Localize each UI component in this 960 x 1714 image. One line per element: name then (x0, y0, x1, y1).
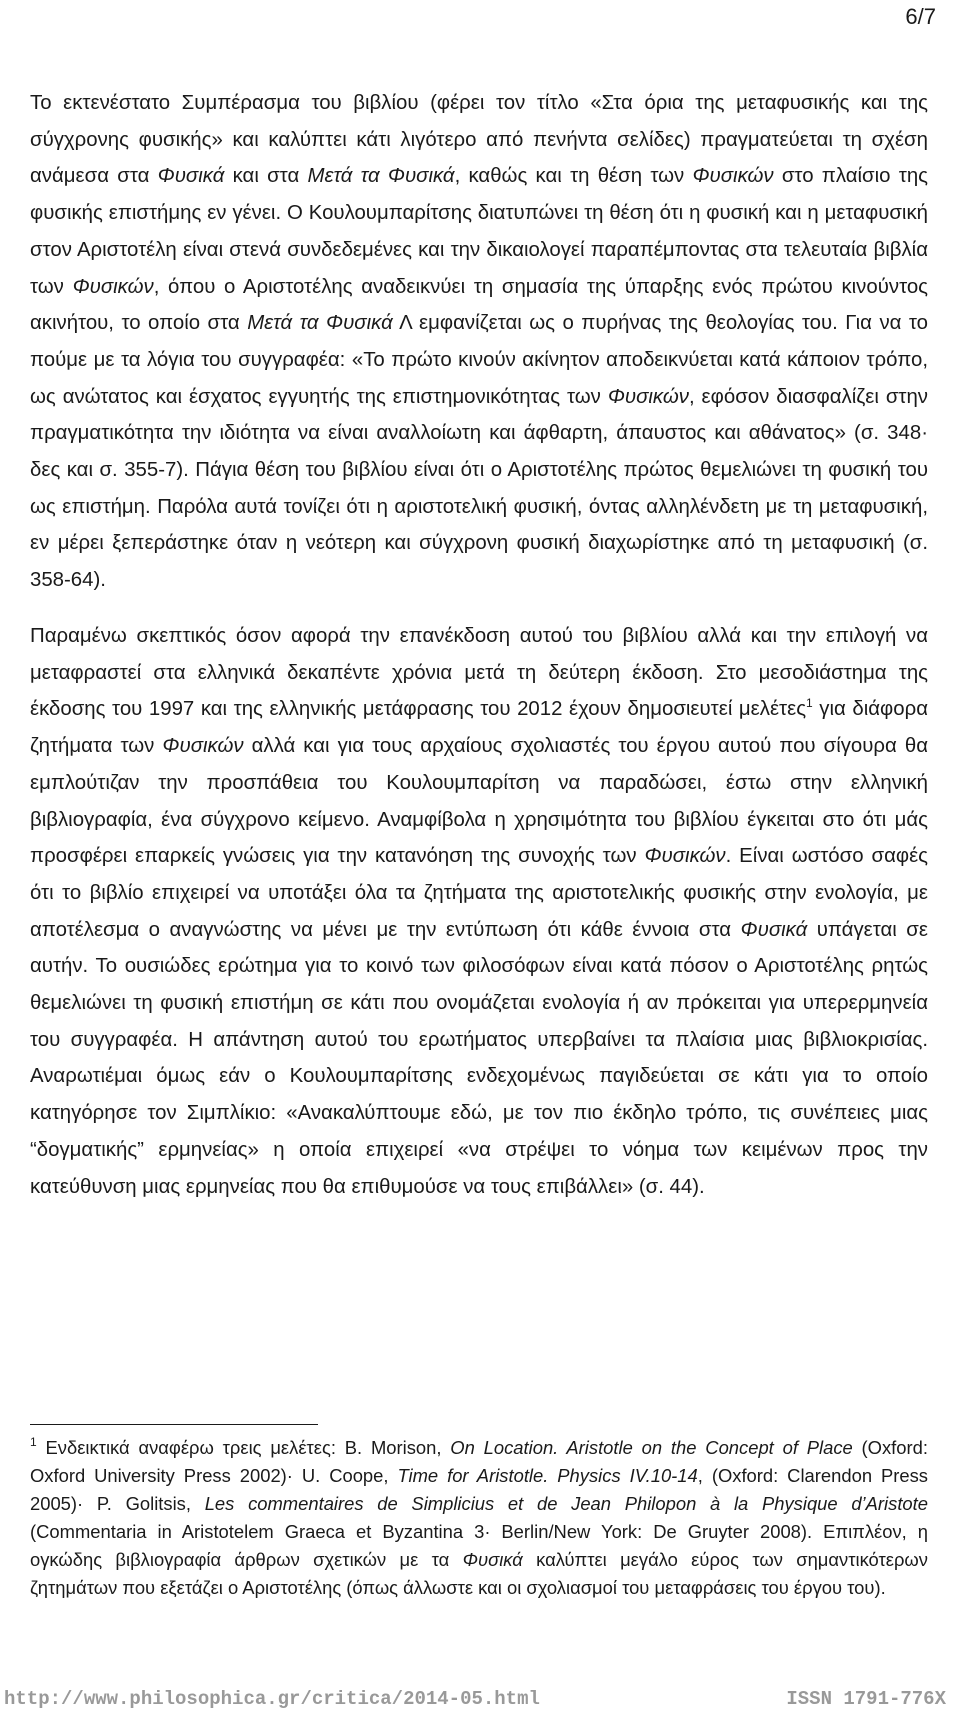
text-run: Ενδεικτικά αναφέρω τρεις μελέτες: B. Morison, (36, 1437, 451, 1458)
italic-title: Μετά τα Φυσικά (247, 312, 393, 335)
footer-url-link[interactable]: http://www.philosophica.gr/critica/2014-05.html (4, 1688, 540, 1710)
text-run: Το εκτενέστατο Συμπέρασμα του βιβλίου (φέρει τον τίτλο «Στα όρια της μεταφυσικής και της σύγχρονης φυσικής» και καλύπτει κάτι λιγότερο από πενήντα σελίδες) πραγματεύεται τη σχέση ανάμεσα στα (30, 92, 928, 188)
paragraph-critique (30, 618, 928, 1205)
text-run: Παραμένω σκεπτικός όσον αφορά την επανέκδοση αυτού του βιβλίου αλλά και την επιλογή να μεταφραστεί στα ελληνικά δεκαπέντε χρόνια μετά τη δεύτερη έκδοση. Στο μεσοδιάστημα της έκδοσης του 1997 και της ελληνικής μετάφρασης του 2012 έχουν δημοσιευτεί μελέτες (30, 625, 928, 721)
italic-title: Φυσικά (740, 918, 808, 941)
italic-title: Φυσικών (692, 165, 774, 188)
text-run: για διάφορα ζητήματα των (30, 698, 928, 758)
page-number: 6/7 (905, 4, 936, 29)
italic-title: Φυσικών (162, 735, 244, 758)
text-run: καλύπτει μεγάλο εύρος των σημαντικότερων ζητημάτων που εξετάζει ο Αριστοτέλης (όπως άλλωστε και οι σχολιασμοί του μεταφράσεις του έργου του). (30, 1549, 928, 1598)
italic-title: Φυσικά (157, 165, 225, 188)
text-run: Λ εμφανίζεται ως ο πυρήνας της θεολογίας του. Για να το πούμε με τα λόγια του συγγραφέα: «Το πρώτο κινούν ακίνητον αποδεικνύεται κατά κάποιον τρόπο, ως ανώτατος και έσχατος εγγυητής της επιστημονικότητας των (30, 312, 929, 408)
text-run: και στα (224, 165, 308, 188)
text-run: υπάγεται σε αυτήν. Το ουσιώδες ερώτημα για το κοινό των φιλοσόφων είναι κατά πόσον ο Αριστοτέλης ρητώς θεμελιώνει τη φυσική επιστήμη σε κάτι που ονομάζεται ενολογία ή αν πρόκειται για υπερερμηνεία του συγγραφέα. Η απάντηση αυτού του ερωτήματος υπερβαίνει τα πλαίσια μιας βιβλιοκρισίας. Αναρωτιέμαι όμως εάν ο Κουλουμπαρίτσης ενδεχομένως παγιδεύεται σε κάτι για το οποίο κατηγόρησε τον Σιμπλίκιο: «Ανακαλύπτουμε εδώ, με τον πιο έκδηλο τρόπο, τις συνέπειες μιας “δογματικής” ερμηνείας» η οποία επιχειρεί «να στρέψει το νόημα των κειμένων προς την κατεύθυνση μιας ερμηνείας που θα επιθυμούσε να τους επιβάλλει» (σ. 44). (30, 918, 928, 1198)
footer-issn: ISSN 1791-776X (786, 1688, 946, 1710)
italic-title: Μετά τα Φυσικά (307, 165, 455, 188)
italic-title: Φυσικών (607, 385, 689, 408)
text-run: (Commentaria in Aristotelem Graeca et Byzantina 3· Berlin/New York: De Gruyter 2008). Επιπλέον, η ογκώδης βιβλιογραφία άρθρων σχετικών με τα (30, 1521, 928, 1570)
footnote-number: 1 (30, 1435, 37, 1449)
text-run: αλλά και για τους αρχαίους σχολιαστές του έργου αυτού που σίγουρα θα εμπλούτιζαν την προσπάθεια του Κουλουμπαρίτση να παραδώσει, έστω στην ελληνική βιβλιογραφία, ένα σύγχρονο κείμενο. Αναμφίβολα η χρησιμότητα του βιβλίου έγκειται στο ότι μάς προσφέρει επαρκείς γνώσεις για την κατανόηση της συνοχής των (30, 735, 928, 868)
text-run: . Είναι ωστόσο σαφές ότι το βιβλίο επιχειρεί να υποτάξει όλα τα ζητήματα της αριστοτελικής φυσικής στην ενολογία, με αποτέλεσμα ο αναγνώστης να μένει με την εντύπωση ότι κάθε έννοια στα (30, 845, 928, 941)
paragraph-summary (30, 85, 928, 599)
italic-title: Φυσικών (644, 845, 726, 868)
footnote-ref[interactable]: 1 (806, 696, 813, 711)
footnote-divider (30, 1424, 318, 1425)
text-run: , καθώς και τη θέση των (454, 165, 693, 188)
text-run: , εφόσον διασφαλίζει στην πραγματικότητα την ιδιότητα να είναι αναλλοίωτη και άφθαρτη, άπαυστος και αθάνατος» (σ. 348· δες και σ. 355-7). Πάγια θέση του βιβλίου είναι ότι ο Αριστοτέλης πρώτος θεμελιώνει τη φυσική του ως επιστήμη. Παρόλα αυτά τονίζει ότι η αριστοτελική φυσική, όντας αλληλένδετη με τη μεταφυσική, εν μέρει ξεπεράστηκε όταν η νεότερη και σύγχρονη φυσική διαχωρίστηκε από τη μεταφυσική (σ. 358-64). (30, 385, 928, 592)
italic-title: On Location. Aristotle on the Concept of Place (450, 1437, 853, 1458)
text-run: , (Oxford: Clarendon Press 2005)· P. Golitsis, (30, 1465, 928, 1514)
text-run: , όπου ο Αριστοτέλης αναδεικνύει τη σημασία της ύπαρξης ενός πρώτου κινούντος ακινήτου, το οποίο στα (30, 275, 928, 335)
italic-title: Les commentaires de Simplicius et de Jean Philopon à la Physique d’Aristote (204, 1493, 928, 1514)
italic-title: Φυσικών (72, 275, 154, 298)
text-run: στο πλαίσιο της φυσικής επιστήμης εν γένει. Ο Κουλουμπαρίτσης διατυπώνει τη θέση ότι η φυσική και η μεταφυσική στον Αριστοτέλη είναι στενά συνδεδεμένες και την δικαιολογεί παραπέμποντας στα τελευταία βιβλία των (30, 165, 928, 298)
italic-title: Time for Aristotle. Physics IV.10-14 (397, 1465, 698, 1486)
italic-title: Φυσικά (462, 1549, 523, 1570)
text-run: (Oxford: Oxford University Press 2002)· U. Coope, (30, 1437, 928, 1486)
footnote-1 (30, 1434, 928, 1602)
